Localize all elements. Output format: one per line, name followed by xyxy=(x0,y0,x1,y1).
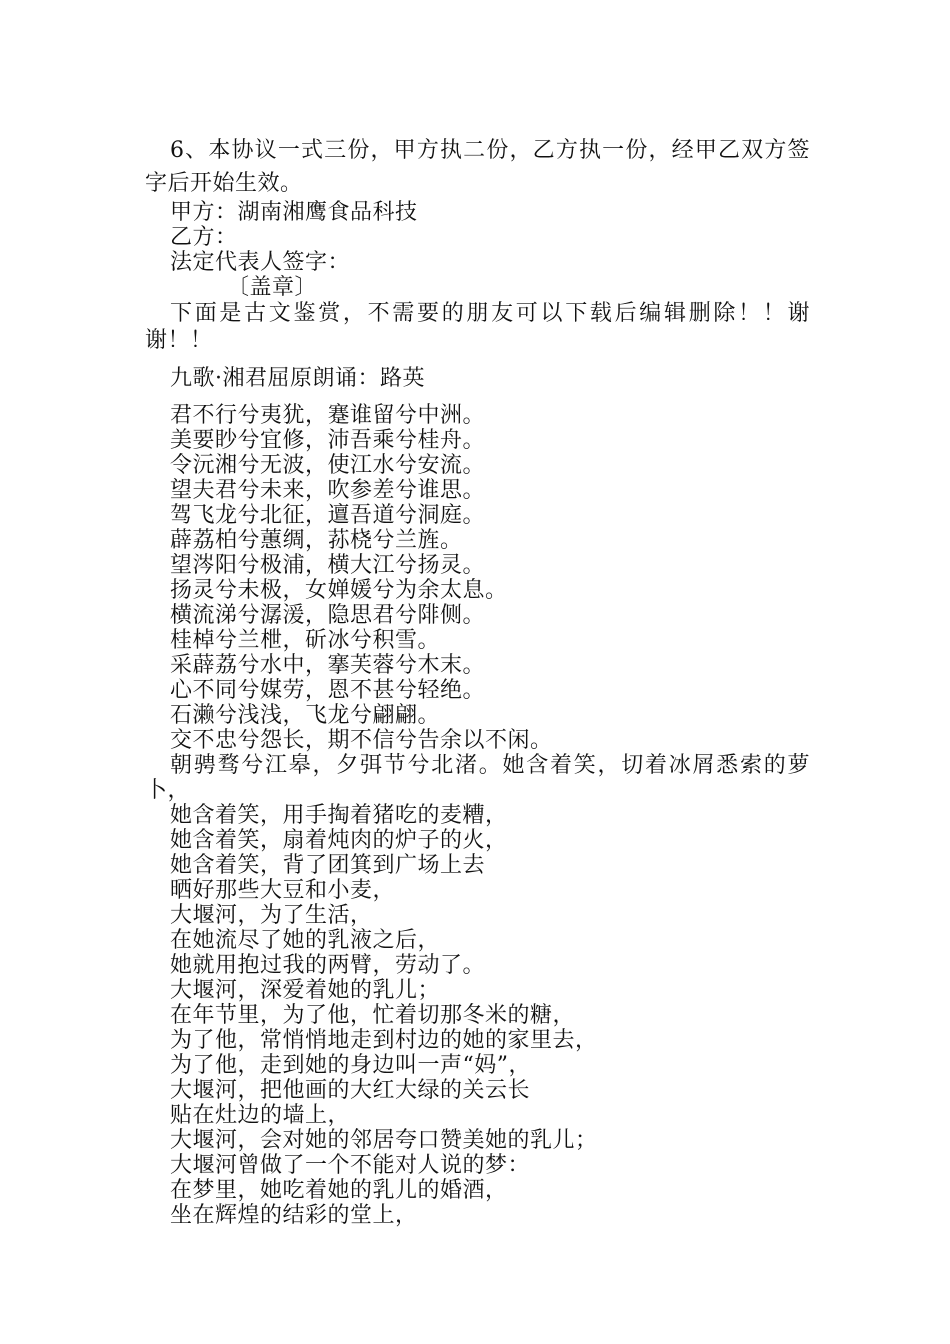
party-a-line: 甲方：湖南湘鹰食品科技 xyxy=(170,200,418,225)
poem-line: 她含着笑，背了团箕到广场上去 xyxy=(170,853,486,878)
poem-line: 薜荔柏兮蕙绸，荪桡兮兰旌。 xyxy=(170,528,463,553)
poem-line: 她含着笑，用手掏着猪吃的麦糟， xyxy=(170,803,508,828)
poem-line: 大堰河，会对她的邻居夸口赞美她的乳儿； xyxy=(170,1128,598,1153)
poem-line: 君不行兮夷犹，蹇谁留兮中洲。 xyxy=(170,403,486,428)
poem-line: 大堰河曾做了一个不能对人说的梦： xyxy=(170,1153,531,1178)
merged-poem-paragraph: 朝骋骛兮江皋，夕弭节兮北渚。她含着笑，切着冰屑悉索的萝卜， xyxy=(145,753,810,803)
poem-line: 坐在辉煌的结彩的堂上， xyxy=(170,1203,418,1228)
poem-line: 她含着笑，扇着炖肉的炉子的火， xyxy=(170,828,508,853)
poem-line: 横流涕兮潺湲，隐思君兮陫侧。 xyxy=(170,603,486,628)
poem-line: 美要眇兮宜修，沛吾乘兮桂舟。 xyxy=(170,428,486,453)
poem-line: 她就用抱过我的两臂，劳动了。 xyxy=(170,953,486,978)
poem-line: 为了他，常悄悄地走到村边的她的家里去， xyxy=(170,1028,598,1053)
poem-line: 在她流尽了她的乳液之后， xyxy=(170,928,441,953)
poem-line: 在梦里，她吃着她的乳儿的婚酒， xyxy=(170,1178,508,1203)
poem-line: 贴在灶边的墙上， xyxy=(170,1103,351,1128)
notice-paragraph: 下面是古文鉴赏，不需要的朋友可以下载后编辑删除！！谢谢！！ xyxy=(145,301,810,353)
poem-line: 令沅湘兮无波，使江水兮安流。 xyxy=(170,453,486,478)
poem-line: 石濑兮浅浅，飞龙兮翩翩。 xyxy=(170,703,441,728)
party-b-line: 乙方： xyxy=(170,225,238,250)
poem-line: 望夫君兮未来，吹参差兮谁思。 xyxy=(170,478,486,503)
poem-line: 桂棹兮兰枻，斫冰兮积雪。 xyxy=(170,628,441,653)
poem-line: 晒好那些大豆和小麦， xyxy=(170,878,396,903)
poem-line: 望涔阳兮极浦，横大江兮扬灵。 xyxy=(170,553,486,578)
poem-line: 采薜荔兮水中，搴芙蓉兮木末。 xyxy=(170,653,486,678)
poem-title: 九歌·湘君屈原朗诵：路英 xyxy=(170,366,425,391)
poem-line: 大堰河，为了生活， xyxy=(170,903,373,928)
poem-line: 为了他，走到她的身边叫一声“妈”， xyxy=(170,1053,531,1078)
second-poem-lines xyxy=(145,803,810,1228)
seal-line: 〔盖章〕 xyxy=(227,275,318,300)
poem-line: 交不忠兮怨长，期不信兮告余以不闲。 xyxy=(170,728,553,753)
legal-representative-line: 法定代表人签字： xyxy=(170,250,351,275)
clause-6: 6、本协议一式三份，甲方执二份，乙方执一份，经甲乙双方签字后开始生效。 xyxy=(145,138,810,196)
poem-line: 在年节里，为了他，忙着切那冬米的糖， xyxy=(170,1003,576,1028)
poem-line: 扬灵兮未极，女婵媛兮为余太息。 xyxy=(170,578,508,603)
poem-line: 大堰河，把他画的大红大绿的关云长 xyxy=(170,1078,531,1103)
poem-line: 心不同兮媒劳，恩不甚兮轻绝。 xyxy=(170,678,486,703)
poem-lines xyxy=(145,403,810,803)
agreement-section xyxy=(145,134,810,1228)
poem-line: 驾飞龙兮北征，邅吾道兮洞庭。 xyxy=(170,503,486,528)
poem-line: 大堰河，深爱着她的乳儿； xyxy=(170,978,441,1003)
